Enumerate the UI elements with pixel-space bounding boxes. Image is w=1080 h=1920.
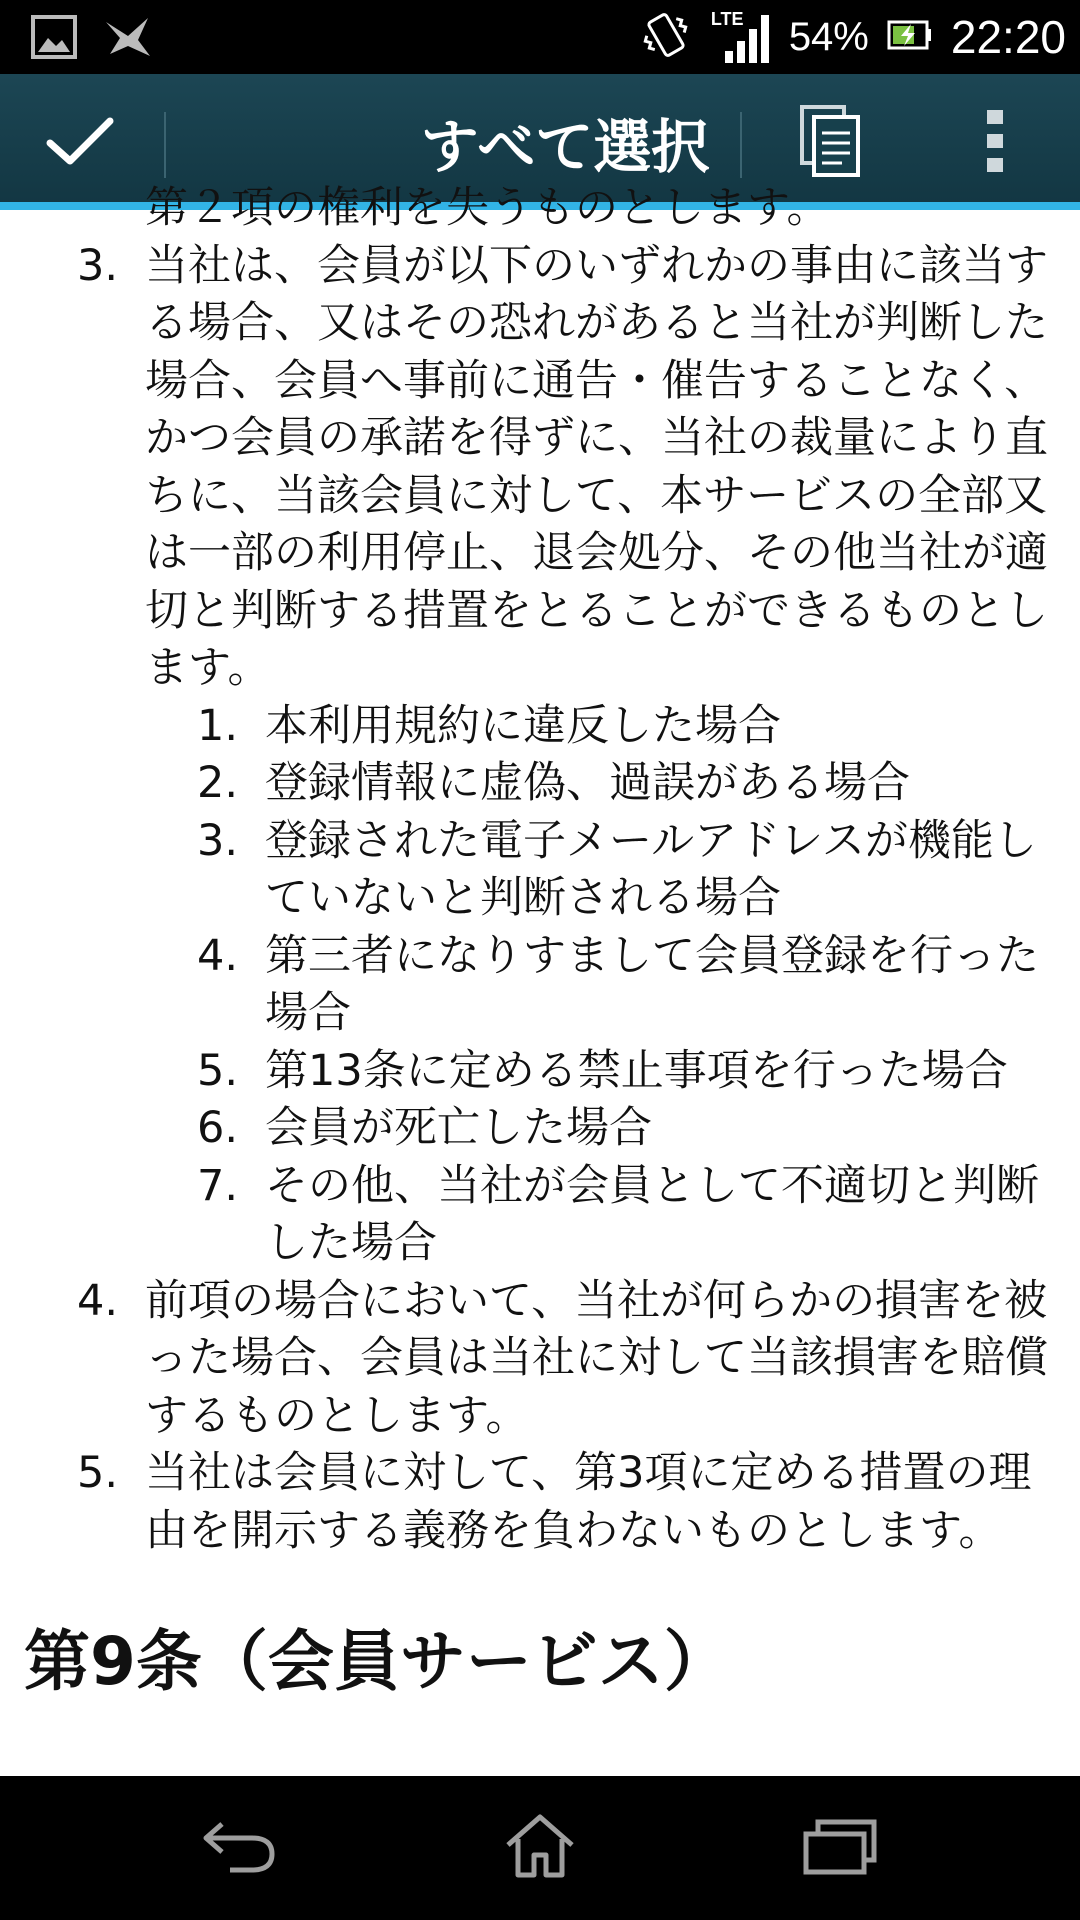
back-button[interactable] xyxy=(170,1796,310,1900)
clipped-list-item xyxy=(0,180,1080,238)
sub-list-item-text: その他、当社が会員として不適切と判断した場合 xyxy=(265,1160,1039,1268)
list-item-text: 前項の場合において、当社が何らかの損害を被った場合、会員は当社に対して当該損害を賠償するものとします。 xyxy=(145,1275,1048,1441)
sub-list-item-number: 4. xyxy=(196,930,238,981)
action-bar-divider xyxy=(164,112,166,178)
sub-list-item xyxy=(0,1100,1080,1158)
sub-list-item-number: 5. xyxy=(196,1045,238,1096)
copy-icon xyxy=(798,103,862,183)
clipped-line-text: 第２項の権利を失うものとします。 xyxy=(145,183,830,233)
home-icon xyxy=(502,1811,578,1885)
sub-list-item-text: 第三者になりすまして会員登録を行った場合 xyxy=(265,930,1039,1038)
battery-icon xyxy=(887,18,933,56)
home-button[interactable] xyxy=(470,1796,610,1900)
sub-list-item-text: 会員が死亡した場合 xyxy=(265,1103,652,1153)
clock: 22:20 xyxy=(950,11,1066,63)
vibrate-icon xyxy=(639,8,693,66)
sub-list-item-number: 1. xyxy=(196,700,238,751)
list-item-number: 4. xyxy=(76,1275,118,1326)
lte-signal-icon xyxy=(711,7,771,67)
document-view[interactable] xyxy=(0,183,1080,1776)
sub-list-item xyxy=(0,813,1080,928)
list-item xyxy=(0,238,1080,698)
sub-list-item xyxy=(0,1158,1080,1273)
navigation-bar xyxy=(0,1776,1080,1920)
overflow-menu-icon xyxy=(983,106,1007,180)
sub-list-item-number: 6. xyxy=(196,1103,238,1153)
list-item xyxy=(0,1273,1080,1446)
sub-list-item-text: 登録情報に虚偽、過誤がある場合 xyxy=(265,758,910,808)
list-item-text: 当社は、会員が以下のいずれかの事由に該当する場合、又はその恐れがあると当社が判断した場合、会員へ事前に通告・催告することなく、かつ会員の承諾を得ずに、当社の裁量により直ちに、当該会員に対して、本サービスの全部又は一部の利用停止、退会処分、その他当社が適切と判断する措置をとることができるものとします。 xyxy=(145,240,1048,693)
notification-bird-icon xyxy=(102,14,154,64)
select-all-button[interactable]: すべて選択 xyxy=(420,113,710,181)
sub-list-item-text: 第13条に定める禁止事項を行った場合 xyxy=(265,1045,1008,1096)
sub-list-item xyxy=(0,928,1080,1043)
list-item xyxy=(0,1445,1080,1560)
sub-list-item-text: 本利用規約に違反した場合 xyxy=(265,700,781,751)
sub-list-item xyxy=(0,698,1080,756)
sub-list-item-number: 3. xyxy=(196,815,238,866)
sub-list-item-number: 2. xyxy=(196,758,238,808)
sub-list-item-number: 7. xyxy=(196,1160,238,1211)
gallery-icon xyxy=(30,14,78,64)
recent-apps-icon xyxy=(800,1816,880,1880)
back-icon xyxy=(200,1816,280,1880)
article-heading: 第9条（会員サービス） xyxy=(24,1623,730,1700)
recent-apps-button[interactable] xyxy=(770,1796,910,1900)
sub-list-item xyxy=(0,755,1080,813)
battery-percent: 54% xyxy=(788,14,869,59)
list-item-text: 当社は会員に対して、第3項に定める措置の理由を開示する義務を負わないものとします。 xyxy=(145,1448,1032,1556)
sub-list-item xyxy=(0,1043,1080,1101)
status-bar xyxy=(0,0,1080,74)
list-item-number: 3. xyxy=(76,240,118,291)
network-type: LTE xyxy=(710,9,744,29)
sub-list-item-text: 登録された電子メールアドレスが機能していないと判断される場合 xyxy=(265,815,1037,923)
check-icon xyxy=(44,113,116,173)
action-bar-divider xyxy=(740,112,742,178)
list-item-number: 5. xyxy=(76,1448,118,1498)
